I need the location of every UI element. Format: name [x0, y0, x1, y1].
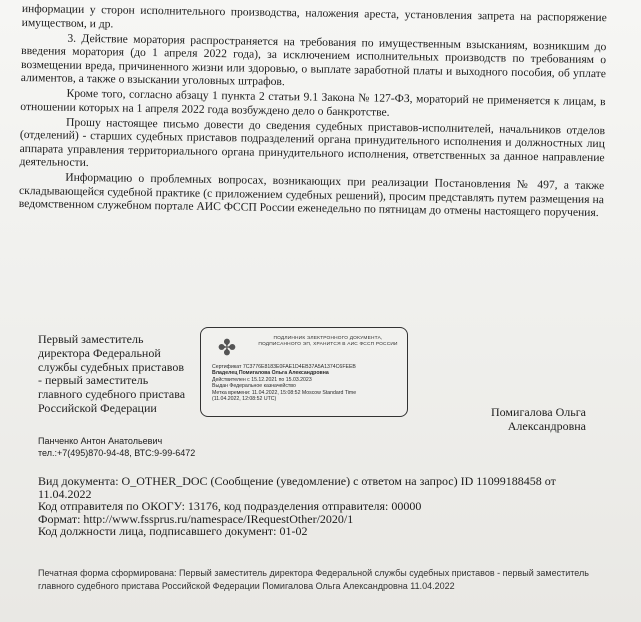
signature-timestamp: Метка времени: 11.04.2022, 15:08:52 Moscow Standard Time	[212, 389, 357, 396]
document-metadata	[38, 475, 558, 538]
executor-phone: тел.:+7(495)870-94-48, ВТС:9-99-6472	[38, 448, 196, 458]
paragraph-continuation: информации у сторон исполнительного производства, наложения ареста, установления запрета на распоряжение имуществом, и др.	[21, 2, 607, 30]
print-form-footer: Печатная форма сформирована: Первый заместитель директора Федеральной службы судебных приставов - первый заместитель главного судебного пристава Российской Федерации Помигалова Ольга Александровна 11.04.2022	[38, 568, 589, 591]
signer-position-code: Код должности лица, подписавшего документ: 01-02	[38, 524, 308, 538]
signatory-position: Первый заместитель директора Федеральной службы судебных приставов - первый заместитель главного судебного пристава Российской Федерации	[38, 332, 186, 415]
executor-name: Панченко Антон Анатольевич	[38, 436, 163, 446]
executor-block	[38, 435, 338, 459]
certificate-issuer: Выдан Федеральное казначейство	[212, 383, 296, 390]
signature-timestamp-utc: (11.04.2022, 12:08:52 UTC)	[212, 396, 277, 403]
certificate-owner: Владелец Помигалова Ольга Александровна	[212, 370, 329, 377]
document-type: Вид документа: O_OTHER_DOC (Сообщение (уведомление) с ответом на запрос) ID 11099188458 от 11.04.2022	[38, 474, 556, 501]
stamp-heading: ПОДЛИННИК ЭЛЕКТРОННОГО ДОКУМЕНТА, ПОДПИСАННОГО ЭП, ХРАНИТСЯ В АИС ФССП РОССИИ	[258, 336, 398, 347]
coat-of-arms-icon: ✤	[217, 335, 237, 360]
letter-body	[19, 2, 607, 221]
certificate-validity: Действителен с 15.12.2021 по 15.03.2023	[212, 376, 312, 383]
paragraph-moratorium-scope: 3. Действие моратория распространяется на требования по имущественным взысканиям, возникшим до введения моратория (до 1 апреля 2022 года), за исключением исполнительных производств по требованиям о возмещении вреда, причиненного жизни или здоровью, о выплате заработной платы и выходного пособия, об уплате алиментов, а также о взыскании уголовных штрафов.	[20, 31, 607, 89]
signatory-name: Помигалова Ольга Александровна	[490, 405, 586, 433]
sender-code: Код отправителя по ОКОГУ: 13176, код подразделения отправителя: 00000	[38, 499, 422, 513]
certificate-number: Сертификат 7C3776E8183E0FAE1D4EB37A5A1374C6FEEB	[212, 364, 356, 370]
document-format: Формат: http://www.fssprus.ru/namespace/IRequestOther/2020/1	[38, 511, 354, 526]
stamp-details	[212, 364, 404, 402]
electronic-signature-stamp	[200, 327, 408, 417]
paragraph-request-inform: Прошу настоящее письмо довести до сведения судебных приставов-исполнителей, начальников отделов (отделений) - старших судебных приставов подразделений органа принудительного исполнения и должностных лиц аппарата управления территориального органа принудительного исполнения, ответственных за данное направление деятельности.	[19, 115, 606, 170]
paragraph-bankruptcy-exception: Кроме того, согласно абзацу 1 пункта 2 статьи 9.1 Закона № 127-ФЗ, мораторий не применяется к лицам, в отношении которых на 1 апреля 2022 года возбуждено дело о банкротстве.	[20, 86, 606, 119]
paragraph-reporting: Информацию о проблемных вопросах, возникающих при реализации Постановления № 497, а также складывающейся судебной практике (с приложением судебных решений), просим представлять путем размещения на ведомственном служебном портале АИС ФССП России еженедельно по пятницам до отмены настоящего поручения.	[18, 170, 605, 220]
